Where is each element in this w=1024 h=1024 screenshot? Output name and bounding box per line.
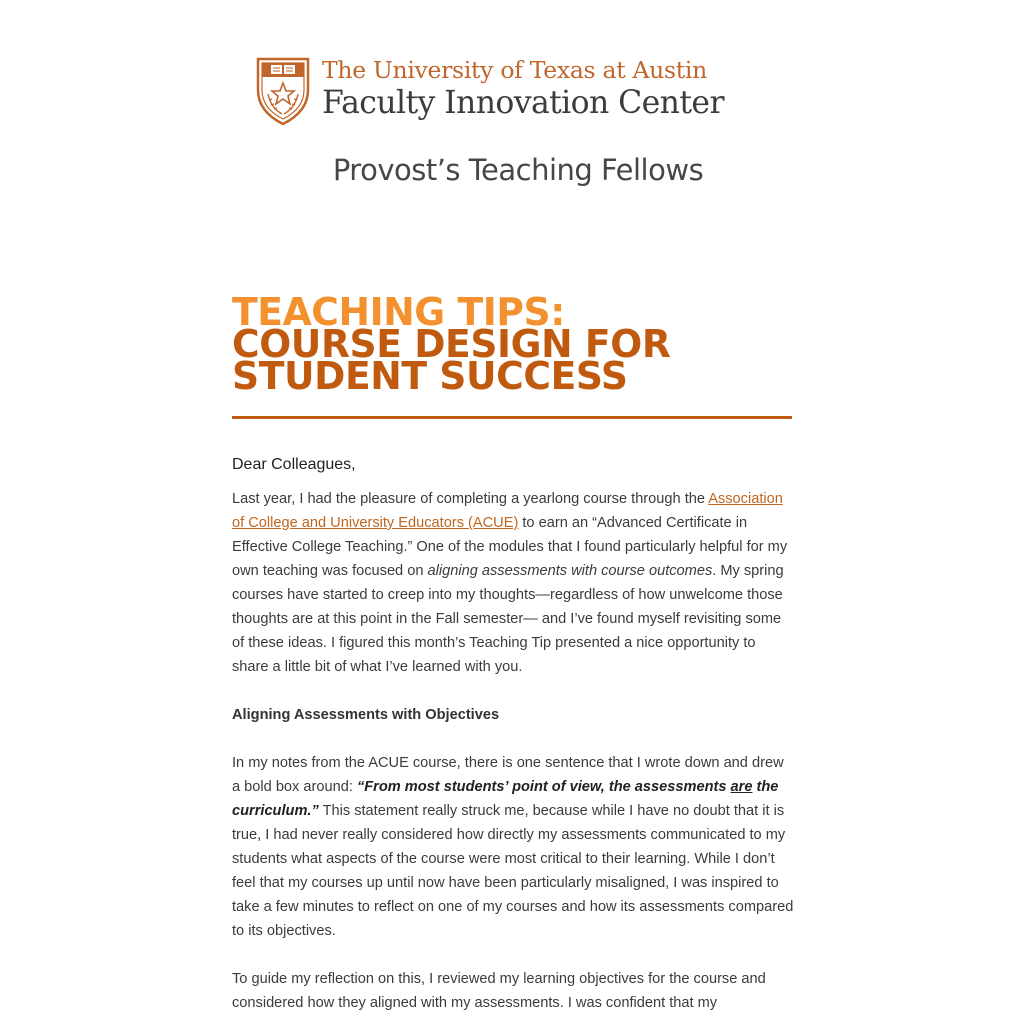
notes-text-2: This statement really struck me, because while I have no doubt that it is true, I had never really considered how directly my assessments communicated to my students what aspects of the course were most critical to their learning. While I don’t feel that my courses up until now have been particularly misaligned, I was inspired to take a few minutes to reflect on one of my courses and how its assessments compared to its objectives. [232, 803, 794, 939]
university-logo[interactable] [255, 56, 755, 128]
quote-part-1: “From most students’ point of view, the assessments [356, 779, 731, 795]
newsletter-header [0, 0, 1024, 200]
notes-paragraph [232, 751, 794, 943]
intro-paragraph [232, 487, 794, 679]
article-title [232, 290, 788, 398]
title-line-1: TEACHING TIPS: [232, 290, 565, 334]
intro-text-2: to earn an “Advanced Certificate in Effective College Teaching.” One of the modules that I found particularly helpful for my own teaching was focused on [232, 515, 788, 579]
title-line-3: STUDENT SUCCESS [232, 354, 628, 398]
article-body [232, 290, 794, 1015]
intro-text-3: . My spring courses have started to creep into my thoughts—regardless of how unwelcome those thoughts are at this point in the Fall semester— and I’ve found myself revisiting some of these ideas. I figured this month’s Teaching Tip presented a nice opportunity to share a little bit of what I’ve learned with you. [232, 563, 784, 675]
quote-part-2: the curriculum.” [232, 779, 779, 819]
university-name: The University of Texas at Austin [322, 56, 707, 84]
reflection-paragraph: To guide my reflection on this, I reviewed my learning objectives for the course and considered how they aligned with my assessments. I was confident that my [232, 971, 766, 1011]
intro-text-1: Last year, I had the pleasure of completing a yearlong course through the [232, 491, 709, 507]
quote-underlined: are [730, 779, 753, 795]
title-divider [232, 416, 792, 419]
greeting: Dear Colleagues, [232, 456, 356, 473]
title-line-2: COURSE DESIGN FOR [232, 322, 671, 366]
section-heading: Aligning Assessments with Objectives [232, 707, 500, 723]
shield-icon [255, 56, 311, 126]
program-name: Provost’s Teaching Fellows [332, 153, 704, 187]
acue-link[interactable]: Association of College and University Educators (ACUE) [232, 491, 783, 531]
intro-emphasis: aligning assessments with course outcomes [427, 563, 713, 579]
center-name: Faculty Innovation Center [322, 85, 724, 121]
notes-text-1: In my notes from the ACUE course, there is one sentence that I wrote down and drew a bold box around: [232, 755, 784, 795]
